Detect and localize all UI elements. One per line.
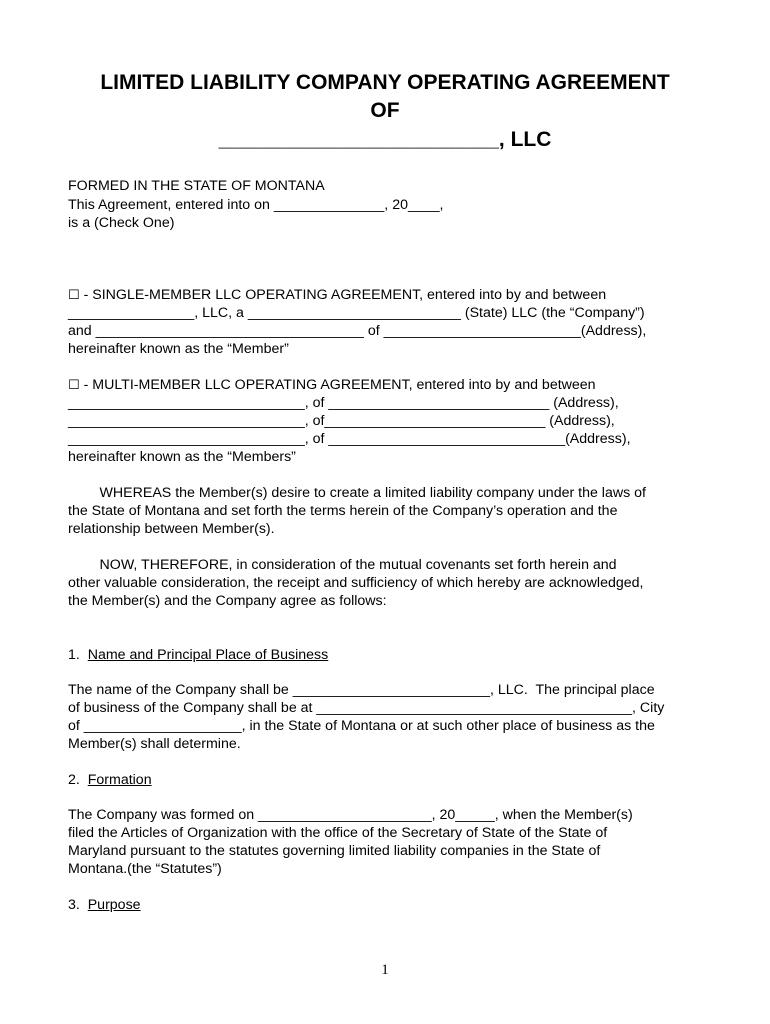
now-therefore-line3: the Member(s) and the Company agree as follows: [68,593,387,609]
whereas-line3: relationship between Member(s). [68,521,275,537]
section1-title: Name and Principal Place of Business [87,647,329,663]
single-member-option [68,286,606,305]
section1-line3: of ____________________, in the State of Montana or at such other place of business as the [68,718,655,734]
section2-line1: The Company was formed on ______________________, 20_____, when the Member(s) [68,807,633,823]
multi-member-line2: ______________________________, of ____________________________ (Address), [68,395,619,411]
section1-heading [68,646,328,664]
single-member-label: - SINGLE-MEMBER LLC OPERATING AGREEMENT, entered into by and between [79,287,607,303]
section3-heading [68,896,141,914]
check-one-label: is a (Check One) [68,215,175,231]
multi-member-line4: ______________________________, of ______________________________(Address), [68,431,631,447]
now-therefore-line1: NOW, THEREFORE, in consideration of the mutual covenants set forth herein and [68,557,617,573]
section2-line3: Maryland pursuant to the statutes governing limited liability companies in the State of [68,843,601,859]
whereas-line1: WHEREAS the Member(s) desire to create a limited liability company under the laws of [68,485,646,501]
section1-number: 1. [68,647,88,663]
document-title-llc-name: ________________________, LLC [218,128,552,151]
multi-member-checkbox[interactable]: ☐ [68,378,80,393]
document-title-of: OF [370,99,400,122]
section1-line4: Member(s) shall determine. [68,736,241,752]
section1-line2: of business of the Company shall be at ________________________________________, City [68,700,665,716]
section2-title: Formation [87,772,152,788]
multi-member-line3: ______________________________, of____________________________ (Address), [68,413,615,429]
single-member-line2: ________________, LLC, a ___________________________ (State) LLC (the “Company”) [68,305,645,321]
section2-line2: filed the Articles of Organization with the office of the Secretary of State of the State of [68,825,608,841]
page-number: 1 [381,962,389,978]
whereas-line2: the State of Montana and set forth the terms herein of the Company’s operation and the [68,503,618,519]
section3-title: Purpose [87,897,141,913]
section2-heading [68,771,152,789]
section3-number: 3. [68,897,88,913]
multi-member-label: - MULTI-MEMBER LLC OPERATING AGREEMENT, entered into by and between [79,377,596,393]
now-therefore-line2: other valuable consideration, the receipt and sufficiency of which hereby are acknowledged, [68,575,644,591]
section2-line4: Montana.(the “Statutes”) [68,861,222,877]
agreement-date-line: This Agreement, entered into on ______________, 20____, [68,197,444,213]
section1-line1: The name of the Company shall be _________________________, LLC. The principal place [68,682,655,698]
single-member-line3: and __________________________________ of _________________________(Address), [68,323,647,339]
single-member-line4: hereinafter known as the “Member” [68,341,289,357]
multi-member-line5: hereinafter known as the “Members” [68,449,296,465]
single-member-checkbox[interactable]: ☐ [68,288,80,303]
document-title: LIMITED LIABILITY COMPANY OPERATING AGREEMENT [100,71,670,94]
section2-number: 2. [68,772,88,788]
multi-member-option [68,376,596,395]
formed-in-state: FORMED IN THE STATE OF MONTANA [68,178,325,194]
